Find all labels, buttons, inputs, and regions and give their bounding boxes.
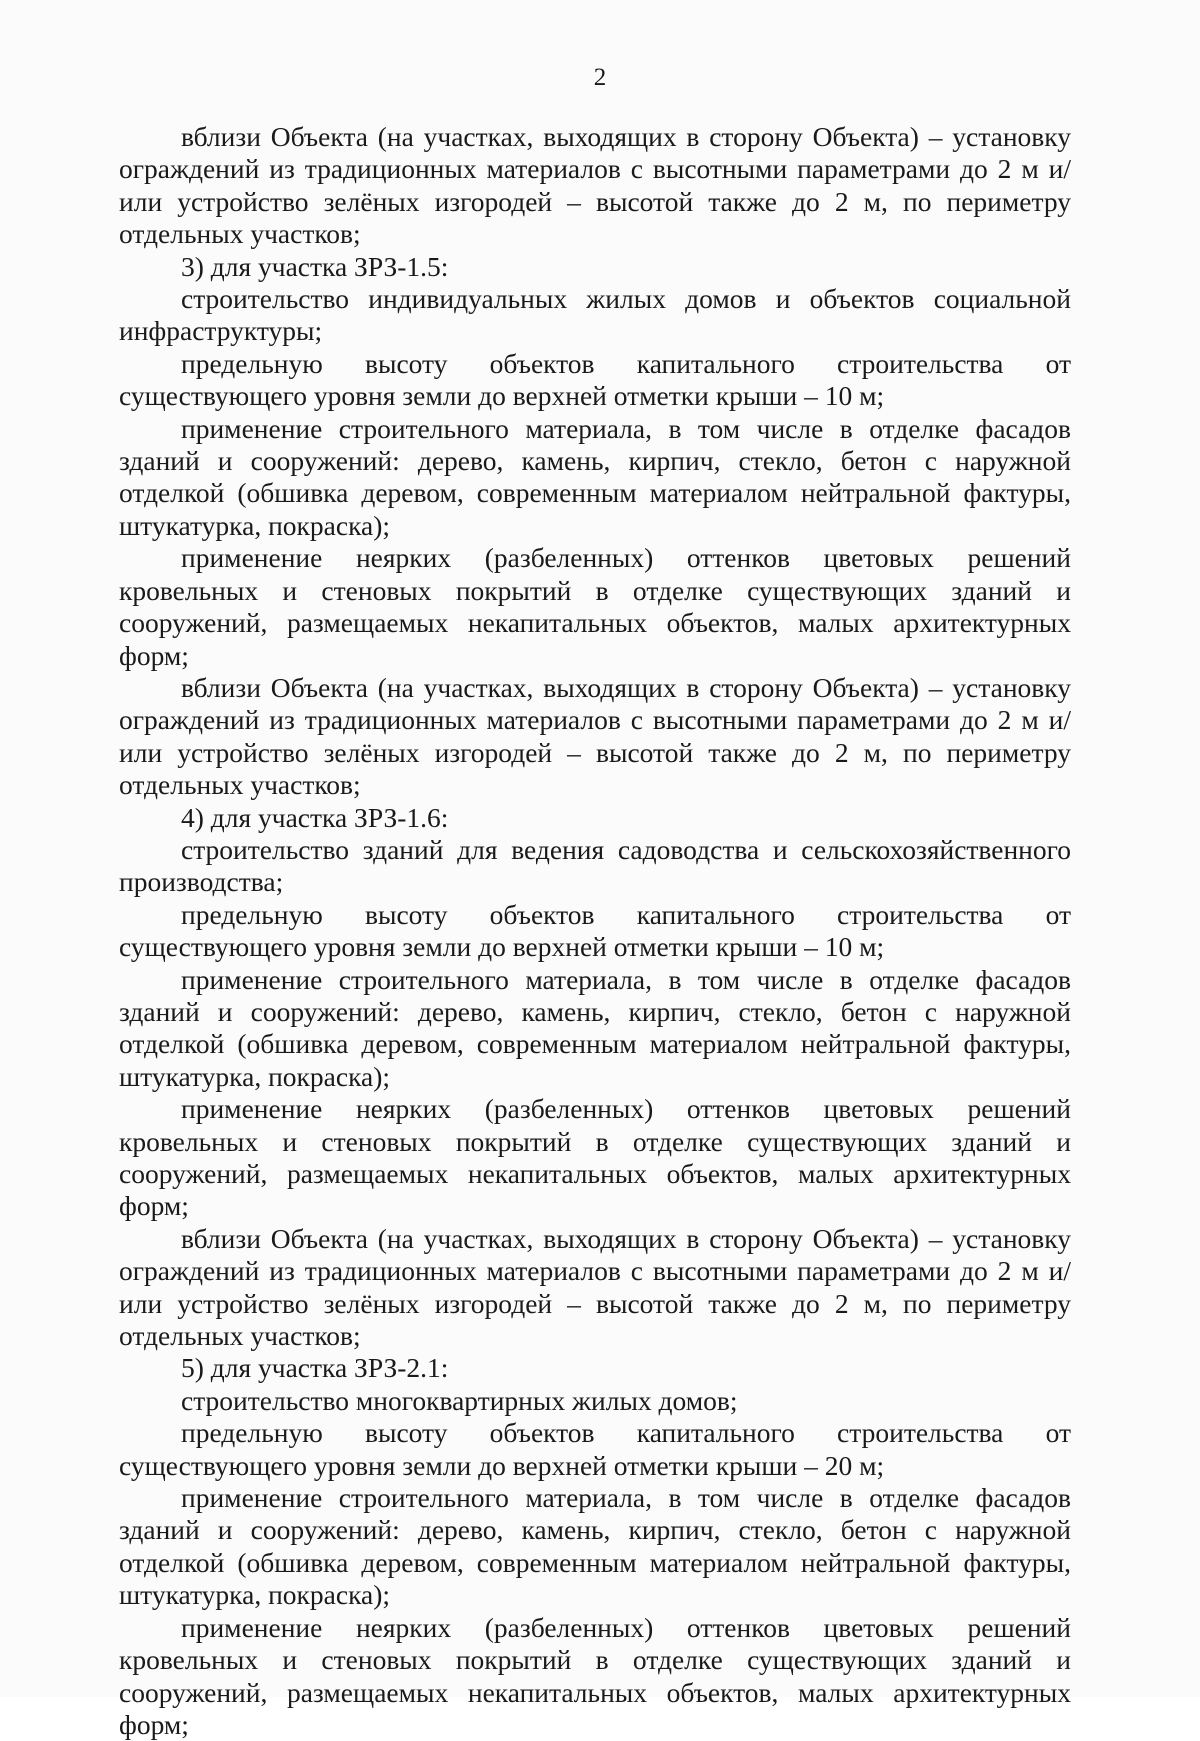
paragraph-color-shades: применение неярких (разбеленных) оттенков цветовых решений кровельных и стеновых покрытий в отделке существующих зданий и сооружений, размещаемых некапитальных объектов, малых архитектурных форм; [119,542,1071,671]
paragraph-color-shades: применение неярких (разбеленных) оттенков цветовых решений кровельных и стеновых покрытий в отделке существующих зданий и сооружений, размещаемых некапитальных объектов, малых архитектурных форм; [119,1611,1071,1740]
paragraph-building-materials: применение строительного материала, в том числе в отделке фасадов зданий и сооружений: дерево, камень, кирпич, стекло, бетон с наружной отделкой (обшивка деревом, современным материалом нейтральной фактуры, штукатурка, покраска); [119,963,1071,1092]
paragraph-construction-type: строительство зданий для ведения садоводства и сельскохозяйственного производства; [119,833,1071,898]
section-heading-zrz-1-6: 4) для участка ЗРЗ-1.6: [181,801,449,833]
paragraph-fence-installation: вблизи Объекта (на участках, выходящих в сторону Объекта) – установку ограждений из традиционных материалов с высотными параметрами до 2 м и/или устройство зелёных изгородей – высотой также до 2 м, по периметру отдельных участков; [119,671,1071,801]
paragraph-height-limit: предельную высоту объектов капитального строительства от существующего уровня земли до верхней отметки крыши – 10 м; [119,347,1071,412]
paragraph-construction-type: строительство индивидуальных жилых домов и объектов социальной инфраструктуры; [119,283,1071,347]
section-heading-zrz-2-1: 5) для участка ЗРЗ-2.1: [181,1352,449,1384]
paragraph-height-limit: предельную высоту объектов капитального строительства от существующего уровня земли до верхней отметки крыши – 10 м; [119,898,1071,963]
paragraph-fence-installation: вблизи Объекта (на участках, выходящих в сторону Объекта) – установку ограждений из традиционных материалов с высотными параметрами до 2 м и/или устройство зелёных изгородей – высотой также до 2 м, по периметру отдельных участков; [119,1222,1071,1352]
page-number: 2 [593,64,607,91]
paragraph-building-materials: применение строительного материала, в том числе в отделке фасадов зданий и сооружений: дерево, камень, кирпич, стекло, бетон с наружной отделкой (обшивка деревом, современным материалом нейтральной фактуры, штукатурка, покраска); [119,412,1071,541]
paragraph-color-shades: применение неярких (разбеленных) оттенков цветовых решений кровельных и стеновых покрытий в отделке существующих зданий и сооружений, размещаемых некапитальных объектов, малых архитектурных форм; [119,1093,1071,1222]
paragraph-fence-installation: вблизи Объекта (на участках, выходящих в сторону Объекта) – установку ограждений из традиционных материалов с высотными параметрами до 2 м и/или устройство зелёных изгородей – высотой также до 2 м, по периметру отдельных участков; [119,121,1071,250]
paragraph-construction-type: строительство многоквартирных жилых домов; [181,1384,738,1416]
document-body [119,121,1071,1741]
paragraph-building-materials: применение строительного материала, в том числе в отделке фасадов зданий и сооружений: дерево, камень, кирпич, стекло, бетон с наружной отделкой (обшивка деревом, современным материалом нейтральной фактуры, штукатурка, покраска); [119,1482,1071,1611]
paragraph-height-limit: предельную высоту объектов капитального строительства от существующего уровня земли до верхней отметки крыши – 20 м; [119,1417,1071,1481]
section-heading-zrz-1-5: 3) для участка ЗРЗ-1.5: [181,250,449,282]
